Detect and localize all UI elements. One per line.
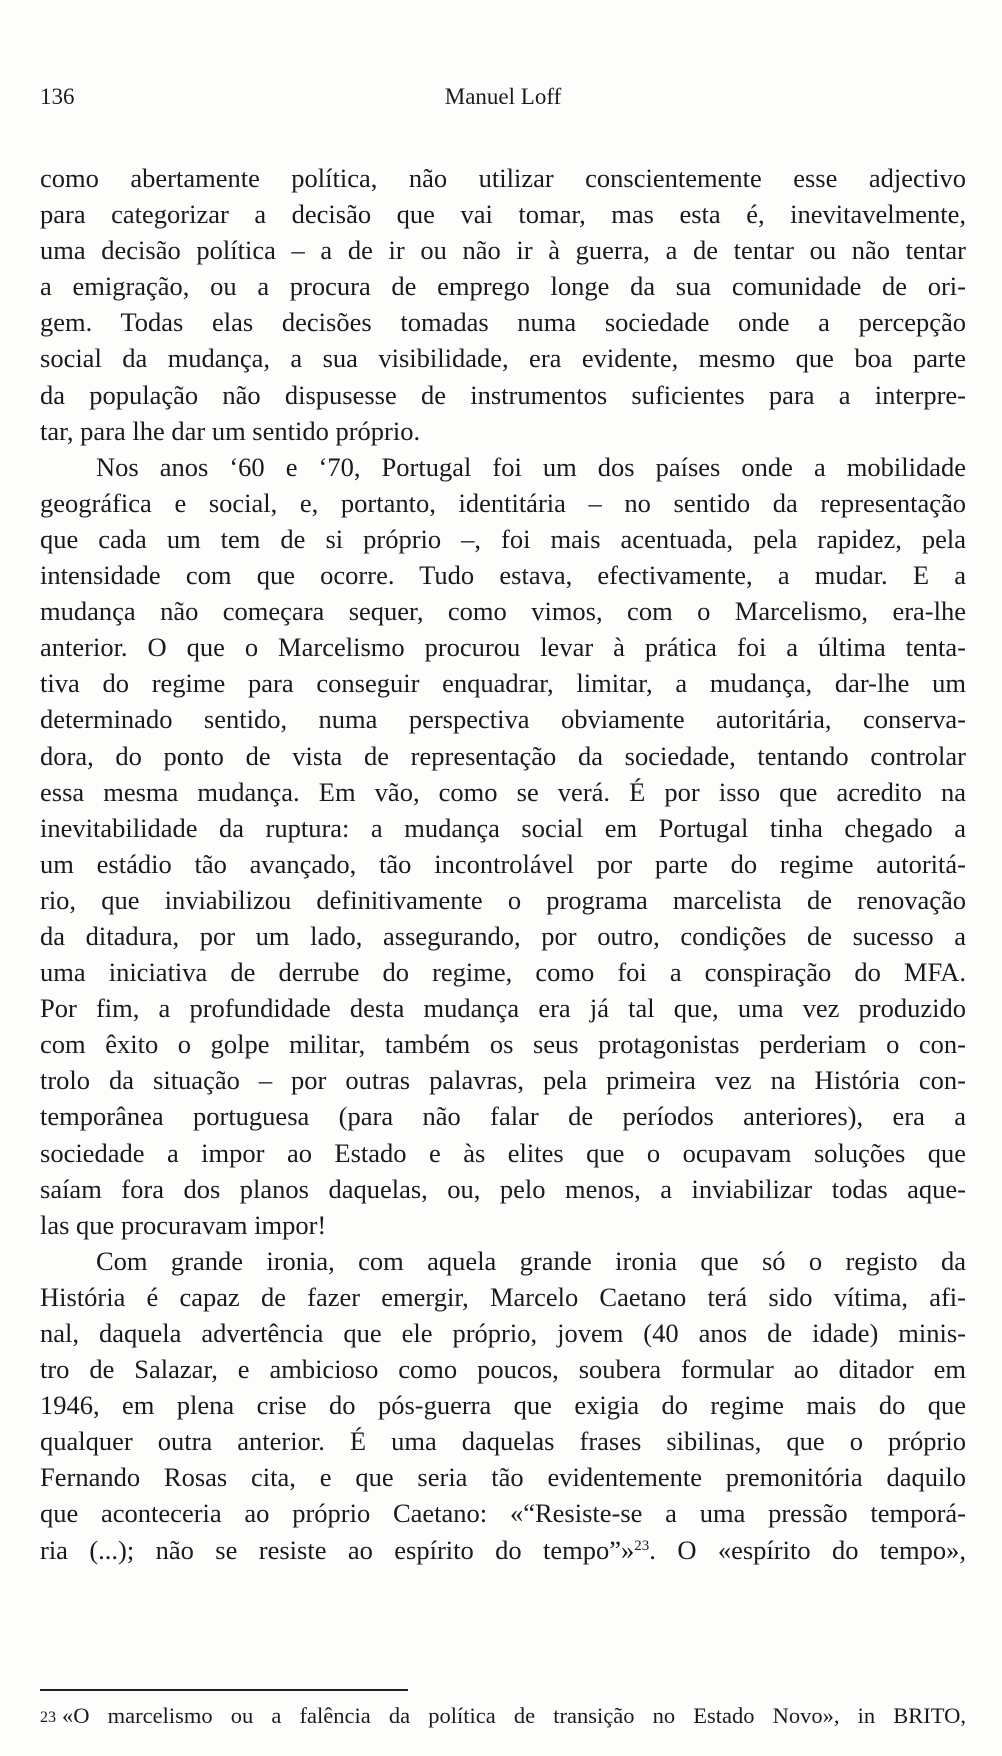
page-header: [40, 82, 966, 116]
text-line: geográfica e social, e, portanto, identitária – no sentido da representação: [40, 487, 966, 518]
paragraph-end-line: tar, para lhe dar um sentido próprio.: [40, 415, 421, 446]
text-line: sociedade a impor ao Estado e às elites que o ocupavam soluções que: [40, 1137, 966, 1168]
text-line: Por fim, a profundidade desta mudança era já tal que, uma vez produzido: [40, 993, 966, 1024]
text-line: [40, 1532, 966, 1568]
text-line: determinado sentido, numa perspectiva obviamente autoritária, conserva-: [40, 704, 966, 735]
text-line: a emigração, ou a procura de emprego longe da sua comunidade de ori-: [40, 271, 966, 302]
text-line: temporânea portuguesa (para não falar de períodos anteriores), era a: [40, 1101, 966, 1132]
footnote-text: «O marcelismo ou a falência da política de transição no Estado Novo», in BRITO,: [62, 1703, 966, 1728]
footnote: [40, 1700, 966, 1734]
text-line: rio, que inviabilizou definitivamente o programa marcelista de renovação: [40, 884, 966, 915]
text-line: que cada um tem de si próprio –, foi mais acentuada, pela rapidez, pela: [40, 523, 966, 554]
text-line: para categorizar a decisão que vai tomar, mas esta é, inevitavelmente,: [40, 199, 966, 230]
paragraph-start-line: Nos anos ‘60 e ‘70, Portugal foi um dos países onde a mobilidade: [96, 451, 966, 482]
text-line: mudança não começara sequer, como vimos, com o Marcelismo, era-lhe: [40, 596, 966, 627]
text-line: Fernando Rosas cita, e que seria tão evidentemente premonitória daquilo: [40, 1462, 966, 1493]
text-line: intensidade com que ocorre. Tudo estava, efectivamente, a mudar. E a: [40, 560, 966, 591]
page-number: 136: [40, 84, 75, 109]
text-line: História é capaz de fazer emergir, Marcelo Caetano terá sido vítima, afi-: [40, 1281, 966, 1312]
text-line: uma decisão política – a de ir ou não ir à guerra, a de tentar ou não tentar: [40, 235, 966, 266]
footnote-divider: [40, 1689, 408, 1691]
text-line: 1946, em plena crise do pós-guerra que exigia do regime mais do que: [40, 1390, 966, 1421]
text-line: um estádio tão avançado, tão incontrolável por parte do regime autoritá-: [40, 848, 966, 879]
text-line: tro de Salazar, e ambicioso como poucos, soubera formular ao ditador em: [40, 1354, 966, 1385]
text-line: como abertamente política, não utilizar conscientemente esse adjectivo: [40, 163, 966, 193]
text-fragment: . O «espírito do tempo»,: [649, 1534, 966, 1565]
text-line: qualquer outra anterior. É uma daquelas frases sibilinas, que o próprio: [40, 1426, 966, 1457]
text-line: da ditadura, por um lado, assegurando, por outro, condições de sucesso a: [40, 920, 966, 951]
footnote-reference[interactable]: 23: [634, 1537, 650, 1554]
text-line: dora, do ponto de vista de representação da sociedade, tentando controlar: [40, 740, 966, 771]
paragraph-start-line: Com grande ironia, com aquela grande ironia que só o registo da: [96, 1245, 966, 1276]
text-line: trolo da situação – por outras palavras, pela primeira vez na História con-: [40, 1065, 966, 1096]
text-line: social da mudança, a sua visibilidade, era evidente, mesmo que boa parte: [40, 343, 966, 374]
paragraph-end-line: las que procuravam impor!: [40, 1209, 327, 1240]
running-head: Manuel Loff: [444, 84, 562, 109]
text-line: anterior. O que o Marcelismo procurou levar à prática foi a última tenta-: [40, 632, 966, 663]
footnote-number: 23: [40, 1709, 56, 1726]
text-line: essa mesma mudança. Em vão, como se verá. É por isso que acredito na: [40, 776, 966, 807]
text-line: com êxito o golpe militar, também os seus protagonistas perderiam o con-: [40, 1029, 966, 1060]
text-line: uma iniciativa de derrube do regime, como foi a conspiração do MFA.: [40, 957, 966, 988]
text-fragment: ria (...); não se resiste ao espírito do tempo”»: [40, 1534, 635, 1565]
text-line: nal, daquela advertência que ele próprio, jovem (40 anos de idade) minis-: [40, 1318, 966, 1348]
text-line: saíam fora dos planos daquelas, ou, pelo menos, a inviabilizar todas aque-: [40, 1173, 966, 1204]
text-line: inevitabilidade da ruptura: a mudança social em Portugal tinha chegado a: [40, 812, 966, 843]
body-text: [40, 160, 966, 1568]
text-line: que aconteceria ao próprio Caetano: «“Resiste-se a uma pressão temporá-: [40, 1498, 966, 1529]
text-line: tiva do regime para conseguir enquadrar, limitar, a mudança, dar-lhe um: [40, 668, 966, 699]
text-line: gem. Todas elas decisões tomadas numa sociedade onde a percepção: [40, 307, 966, 338]
text-line: da população não dispusesse de instrumentos suficientes para a interpre-: [40, 379, 966, 410]
